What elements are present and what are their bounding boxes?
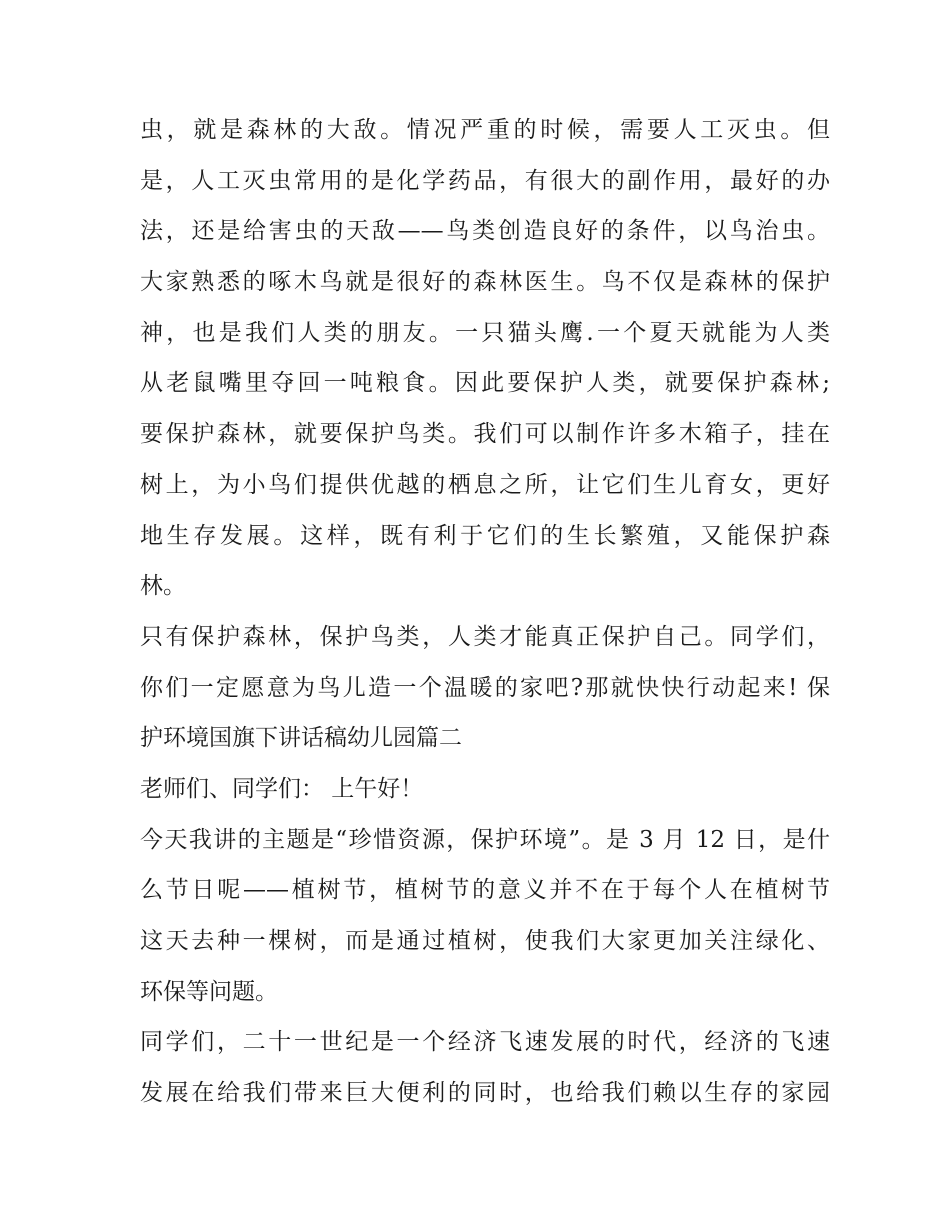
text-line: 环保等问题。 bbox=[140, 978, 278, 1005]
text-line: 法，还是给害虫的天敌——鸟类创造良好的条件，以鸟治虫。 bbox=[140, 218, 830, 245]
text-line: 要保护森林，就要保护鸟类。我们可以制作许多木箱子，挂在 bbox=[140, 421, 830, 448]
text-line: 从老鼠嘴里夺回一吨粮食。因此要保护人类，就要保护森林; bbox=[140, 370, 830, 397]
text-line: 大家熟悉的啄木鸟就是很好的森林医生。鸟不仅是森林的保护 bbox=[140, 269, 830, 296]
text-line: 发展在给我们带来巨大便利的同时，也给我们赖以生存的家园 bbox=[140, 1080, 830, 1107]
text-line: 虫，就是森林的大敌。情况严重的时候，需要人工灭虫。但 bbox=[140, 117, 830, 143]
text-line: 只有保护森林，保护鸟类，人类才能真正保护自己。同学们， bbox=[140, 623, 830, 650]
text-line: 地生存发展。这样，既有利于它们的生长繁殖，又能保护森 bbox=[140, 522, 830, 549]
text-line: 么节日呢——植树节，植树节的意义并不在于每个人在植树节 bbox=[140, 877, 830, 904]
text-line: 是，人工灭虫常用的是化学药品，有很大的副作用，最好的办 bbox=[140, 167, 830, 194]
body-text bbox=[140, 105, 830, 1119]
text-line: 护环境国旗下讲话稿幼儿园篇二 bbox=[140, 725, 462, 752]
text-line: 神，也是我们人类的朋友。一只猫头鹰.一个夏天就能为人类 bbox=[140, 319, 830, 346]
text-line: 这天去种一棵树，而是通过植树，使我们大家更加关注绿化、 bbox=[140, 928, 830, 954]
text-line: 树上，为小鸟们提供优越的栖息之所，让它们生儿育女，更好 bbox=[140, 471, 830, 498]
text-line: 林。 bbox=[140, 573, 186, 600]
text-line: 同学们，二十一世纪是一个经济飞速发展的时代，经济的飞速 bbox=[140, 1029, 830, 1056]
text-line: 今天我讲的主题是“珍惜资源，保护环境”。是 3 月 12 日，是什 bbox=[140, 826, 830, 853]
text-line: 你们一定愿意为鸟儿造一个温暖的家吧?那就快快行动起来! 保 bbox=[140, 674, 830, 701]
text-line: 老师们、同学们： 上午好！ bbox=[140, 775, 424, 802]
